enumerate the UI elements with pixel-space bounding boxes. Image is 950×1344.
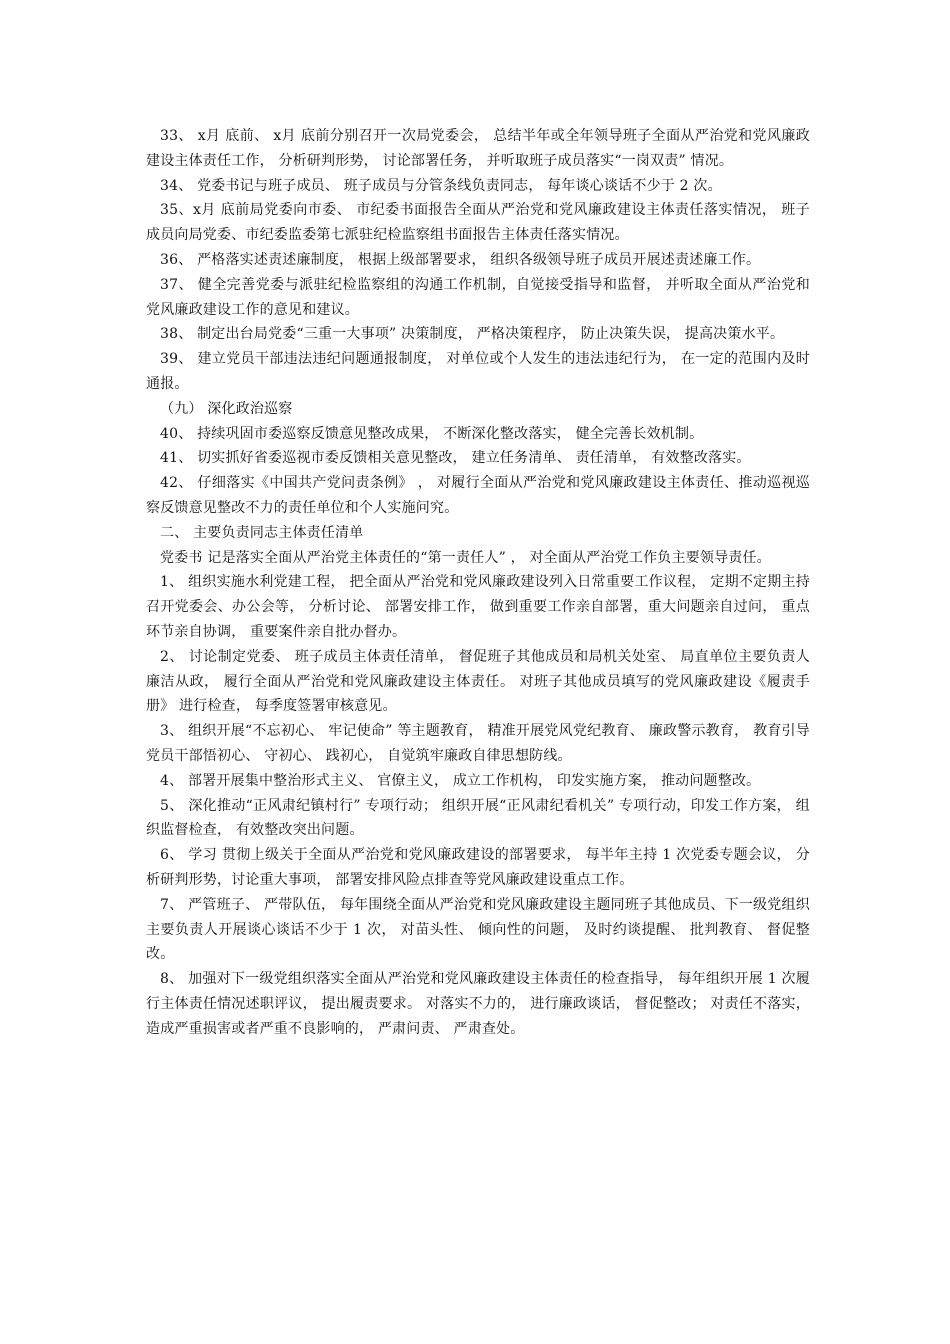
section-heading-9: （九） 深化政治巡察 xyxy=(160,400,293,417)
paragraph-duty-7: 7、 严管班子、 严带队伍， 每年围绕全面从严治党和党风廉政建设主题同班子其他成员、下一级党组织主要负责人开展谈心谈话不少于 1 次， 对苗头性、 倾向性的问题， 及时约谈提醒、 批判教育、 督促整改。 xyxy=(146,896,810,963)
paragraph-item-40: 40、 持续巩固市委巡察反馈意见整改成果， 不断深化整改落实， 健全完善长效机制。 xyxy=(160,425,704,442)
paragraph-duty-4: 4、 部署开展集中整治形式主义、 官僚主义， 成立工作机构， 印发实施方案， 推动问题整改。 xyxy=(160,772,761,789)
paragraph-duty-6: 6、 学习 贯彻上级关于全面从严治党和党风廉政建设的部署要求， 每半年主持 1 次党委专题会议， 分析研判形势，讨论重大事项， 部署安排风险点排查等党风廉政建设重点工作。 xyxy=(146,847,810,888)
paragraph-duty-3: 3、 组织开展“不忘初心、 牢记使命” 等主题教育， 精准开展党风党纪教育、 廉政警示教育， 教育引导党员干部悟初心、 守初心、 践初心， 自觉筑牢廉政自律思想防线。 xyxy=(146,723,810,764)
paragraph-item-37: 37、 健全完善党委与派驻纪检监察组的沟通工作机制，自觉接受指导和监督， 并听取全面从严治党和党风廉政建设工作的意见和建议。 xyxy=(146,276,810,318)
paragraph-item-41: 41、 切实抓好省委巡视市委反馈相关意见整改， 建立任务清单、 责任清单， 有效整改落实。 xyxy=(160,450,751,467)
paragraph-item-35: 35、x月 底前局党委向市委、 市纪委书面报告全面从严治党和党风廉政建设主体责任落实情况， 班子成员向局党委、市纪委监委第七派驻纪检监察组书面报告主体责任落实情况。 xyxy=(146,202,810,244)
paragraph-item-39: 39、 建立党员干部违法违纪问题通报制度， 对单位或个人发生的违法违纪行为， 在一定的范围内及时通报。 xyxy=(146,351,810,392)
paragraph-duty-1: 1、 组织实施水利党建工程， 把全面从严治党和党风廉政建设列入日常重要工作议程， 定期不定期主持召开党委会、办公会等， 分析讨论、 部署安排工作， 做到重要工作亲自部署，重大问题亲自过问， 重点环节亲自协调， 重要案件亲自批办督办。 xyxy=(146,574,810,640)
paragraph-item-33: 33、 x月 底前、 x月 底前分别召开一次局党委会， 总结半年或全年领导班子全面从严治党和党风廉政建设主体责任工作， 分析研判形势， 讨论部署任务， 并听取班子成员落实“一岗双责” 情况。 xyxy=(146,128,810,169)
paragraph-item-38: 38、 制定出台局党委“三重一大事项” 决策制度， 严格决策程序， 防止决策失误， 提高决策水平。 xyxy=(160,326,785,343)
paragraph-item-34: 34、 党委书记与班子成员、 班子成员与分管条线负责同志， 每年谈心谈话不少于 2 次。 xyxy=(160,177,722,194)
paragraph-item-42: 42、 仔细落实《中国共产党问责条例》 ， 对履行全面从严治党和党风廉政建设主体责任、推动巡视巡察反馈意见整改不力的责任单位和个人实施问究。 xyxy=(146,475,810,516)
paragraph-duty-2: 2、 讨论制定党委、 班子成员主体责任清单， 督促班子其他成员和局机关处室、 局直单位主要负责人廉洁从政， 履行全面从严治党和党风廉政建设主体责任。 对班子其他成员填写的党风廉政建设《履责手册》 进行检查， 每季度签署审核意见。 xyxy=(146,648,810,715)
paragraph-duty-5: 5、 深化推动“正风肃纪镇村行” 专项行动； 组织开展“正风肃纪看机关” 专项行动，印发工作方案， 组织监督检查， 有效整改突出问题。 xyxy=(146,797,810,839)
section-heading-2: 二、 主要负责同志主体责任清单 xyxy=(160,524,364,541)
paragraph-item-36: 36、 严格落实述责述廉制度， 根据上级部署要求， 组织各级领导班子成员开展述责述廉工作。 xyxy=(160,251,761,268)
paragraph-intro: 党委书 记是落实全面从严治党主体责任的“第一责任人” ， 对全面从严治党工作负主要领导责任。 xyxy=(160,549,771,566)
paragraph-duty-8: 8、 加强对下一级党组织落实全面从严治党和党风廉政建设主体责任的检查指导， 每年组织开展 1 次履行主体责任情况述职评议， 提出履责要求。 对落实不力的， 进行廉政谈话， 督促整改； 对责任不落实， 造成严重损害或者严重不良影响的， 严肃问责、 严肃查处。 xyxy=(146,971,810,1037)
document-page xyxy=(146,124,810,1041)
